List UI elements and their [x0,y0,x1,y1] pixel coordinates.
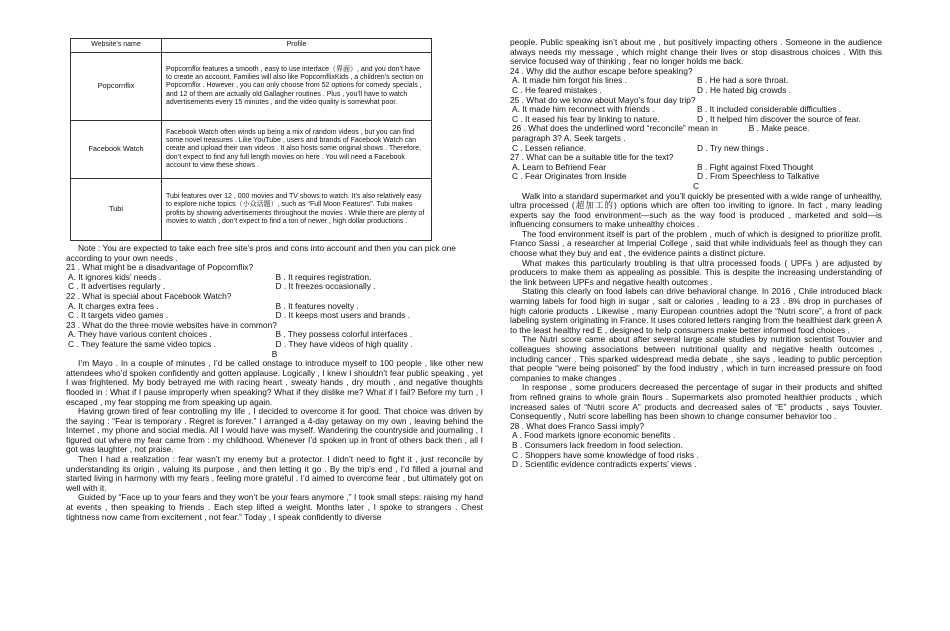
option-c: C . He feared mistakes . [512,84,602,95]
left-column [66,38,483,522]
passage-c-paragraph: In response , some producers decreased the percentage of sugar in their products and shifted from refined grains to whole grain flours . Supermarkets also promoted healthier products , which increased sales of “Nutri score A” products and decreased sales of “E” products , says Touvier. Consequently , Nutri score labelling has been shown to change consumer behavior too . [510,382,882,422]
option-a: A. It made him reconnect with friends . [512,104,655,115]
question-21 [66,263,483,292]
option-c: C . They feature the same video topics . [68,338,216,349]
passage-c-paragraph: What makes this particularly troubling is that ultra processed foods ( UPFs ) are adjusted by producers to make them as appealing as possible. This is despite the increasing understanding of the link between UPFs and negative health outcomes . [510,257,882,287]
table-cell-site: Facebook Watch [71,121,162,179]
section-c-heading: C [692,180,700,191]
option-b: B . It requires registration. [275,271,372,282]
option-d: D . It freezes occasionally . [275,281,376,292]
option-a: A. It ignores kids’ needs . [68,271,162,282]
option-d: D . It helped him discover the source of fear. [697,113,861,124]
option-c: C . Shoppers have some knowledge of food risks . [512,449,699,460]
question-23 [66,321,483,350]
option-a: A. Learn to Befriend Fear [512,161,607,172]
question-stem: 24 . Why did the author escape before speaking? [510,65,693,76]
option-b: B . It features novelty . [275,300,359,311]
passage-c-paragraph: Stating this clearly on food labels can drive behavioral change. In 2016 , Chile introduced black warning labels for food high in sugar , salt or calories , leading to a 23 . 8% drop in purchases of high calorie products . Likewise , many European countries adopt the “Nutri score”, a front of pack labeling system originating in France. It uses colored letters ranging from the healthiest dark green A to the least healthy red E , designed to help consumers make better informed food choices . [510,286,882,335]
right-column [510,38,882,470]
option-b: B . It included considerable difficulties . [697,104,842,115]
passage-b-paragraph: Guided by “Face up to your fears and they won’t be your fears anymore ,” I took small steps: raising my hand at events , then speaking to friends . Each step lifted a weight. Months later , I spoke to strangers . Chest tightness now came from excitement , not fear.” Today , I speak confidently to diverse [66,492,483,522]
passage-b-paragraph: Having grown tired of fear controlling my life , I decided to overcome it for good. That choice was driven by the saying : “Fear is temporary . Regret is forever.” I arranged a 4-day getaway on my own , leaving behind the Internet , my phone and social media. All I would have was myself. Wandering the countryside and journaling , I figured out where my fear came from : my childhood. Whenever I’d spoken up in front of others back then , all I got was laughter , not praise. [66,406,483,455]
note-text: Note : You are expected to take each free site’s pros and cons into account and then you can pick one according to your own needs . [66,243,456,263]
table-header-profile: Profile [162,39,432,53]
question-stem: 28 . What does Franco Sassi imply? [510,420,645,431]
table-header-name: Website’s name [71,39,162,53]
option-a: A . Food markets ignore economic benefits . [512,430,676,441]
table-row [71,179,432,241]
option-b: B . They possess colorful interfaces . [275,329,413,340]
option-b: B . Fight against Fixed Thought [697,161,814,172]
question-27 [510,153,882,182]
option-a: A. They have various content choices . [68,329,212,340]
table-header-row [71,39,432,53]
section-b-heading: B [271,348,278,359]
table-cell-site: Tubi [71,179,162,241]
option-b: B . Make peace. [748,123,810,134]
option-d: D . From Speechless to Talkative [697,171,820,182]
option-d: D . It keeps most users and brands . [275,310,411,321]
option-b: B . He had a sore throat. [697,75,789,86]
question-stem: 26 . What does the underlined word “reconcile” mean in paragraph 3? A. Seek targets . [512,123,718,143]
website-profile-table [70,38,432,241]
question-stem: 25 . What do we know about Mayo’s four day trip? [510,94,696,105]
table-cell-profile: Facebook Watch often winds up being a mix of random videos , but you can find some novel treasures . Like YouTube , users and brands of Facebook Watch can create and upload their own videos . It also hosts some original shows . Therefore, don’t expect to find any full length movies on here . You will need a Facebook account to view these shows . [162,121,432,179]
option-c: C . It advertises regularly . [68,281,166,292]
option-a: A. It made him forgot his lines . [512,75,627,86]
question-26 [510,124,882,153]
passage-b-paragraph: Then I had a realization : fear wasn’t my enemy but a protector. I didn’t need to fight it , just reconcile by understanding its origin , valuing its purpose , and then letting it go . By the trip’s end , I’d filled a journal and started living in harmony with my fears , feeling more grateful . I’d aimed to overcome fear , but ultimately got on well with it. [66,454,483,493]
question-24 [510,67,882,96]
option-b: B . Consumers lack freedom in food selection. [512,439,683,450]
passage-c-paragraph: The Nutri score came about after several large scale studies by nutrition scientist Touvier and colleagues showing associations between nutritional quality and negative health outcomes , including cancer . This sparked widespread media debate , she says , leading to public perception that people “were being poisoned” by the food industry , which in turn increased pressure on food companies to make changes . [510,334,882,383]
table-row [71,53,432,121]
table-cell-profile: Popcornflix features a smooth , easy to use interface（界面）, and you don’t have to create an account. Families will also like PopcornflixKids , a children’s section on Popcornflix . However , you can only choose from 52 options for comedy specials , and 12 of them are actually old Gallagher routines . Plus , you’ll have to watch advertisements every 15 minutes , and the video quality is somewhat poor. [162,53,432,121]
question-22 [66,292,483,321]
option-d: D . Scientific evidence contradicts experts’ views . [512,459,697,470]
option-c: C . Fear Originates from Inside [512,171,627,182]
question-28 [510,422,882,470]
option-c: C . It eased his fear by linking to nature. [512,113,660,124]
table-row [71,121,432,179]
option-d: D . He hated big crowds . [697,84,792,95]
question-stem: 21 . What might be a disadvantage of Popcornflix? [66,262,254,273]
option-c: C . It targets video games . [68,310,169,321]
question-stem: 27 . What can be a suitable title for the text? [510,152,674,163]
option-c: C . Lessen reliance. [512,142,587,153]
passage-b-continuation: people. Public speaking isn’t about me , but positively impacting others . Someone in the audience always needs my message , which might change their lives or stop disastrous choices . With this service focused way of thinking , fear no longer holds me back. [510,37,882,67]
question-25 [510,96,882,125]
table-cell-profile: Tubi features over 12 , 000 movies and TV shows to watch. It’s also relatively easy to explore niche topics（小众话题）, such as “Full Moon Features”. Tubi makes profits by showing advertisements throughout the movies . While there are plenty of movies to watch , don’t expect to find a ton of newer , high dollar productions . [162,179,432,241]
passage-c-paragraph: The food environment itself is part of the problem , much of which is designed to prioritize profit. Franco Sassi , a researcher at Imperial College , said that while individuals feel as though they can choose what they buy and eat , the evidence paints a distinct picture. [510,228,882,259]
option-d: D . They have videos of high quality . [275,338,413,349]
passage-b-paragraph: I’m Mayo . In a couple of minutes , I’d be called onstage to introduce myself to 100 people , like other new attendees who’d spoken confidently and gotten applause. Logically , I knew I shouldn’t fear public speaking , yet I was frightened. My body betrayed me with racing heart , sweaty hands , dry mouth , and negative thoughts flooded in : What if I pause improperly when speaking? What if they dislike me? What if I fail? Before my turn , I escaped , my fear stopping me from speaking up again. [66,358,483,407]
passage-c-paragraph: Walk into a standard supermarket and you’ll quickly be presented with a wide range of unhealthy, ultra processed (超加工的) options which are often too inviting to ignore. In fact , many leading experts say the food environment—such as the way food is produced , marketed and sold—is influencing consumers to make unhealthy choices . [510,190,882,230]
option-a: A. It charges extra fees . [68,300,159,311]
question-stem: 23 . What do the three movie websites have in common? [66,319,277,330]
option-d: D . Try new things . [697,142,769,153]
question-stem: 22 . What is special about Facebook Watch? [66,290,232,301]
table-cell-site: Popcornflix [71,53,162,121]
